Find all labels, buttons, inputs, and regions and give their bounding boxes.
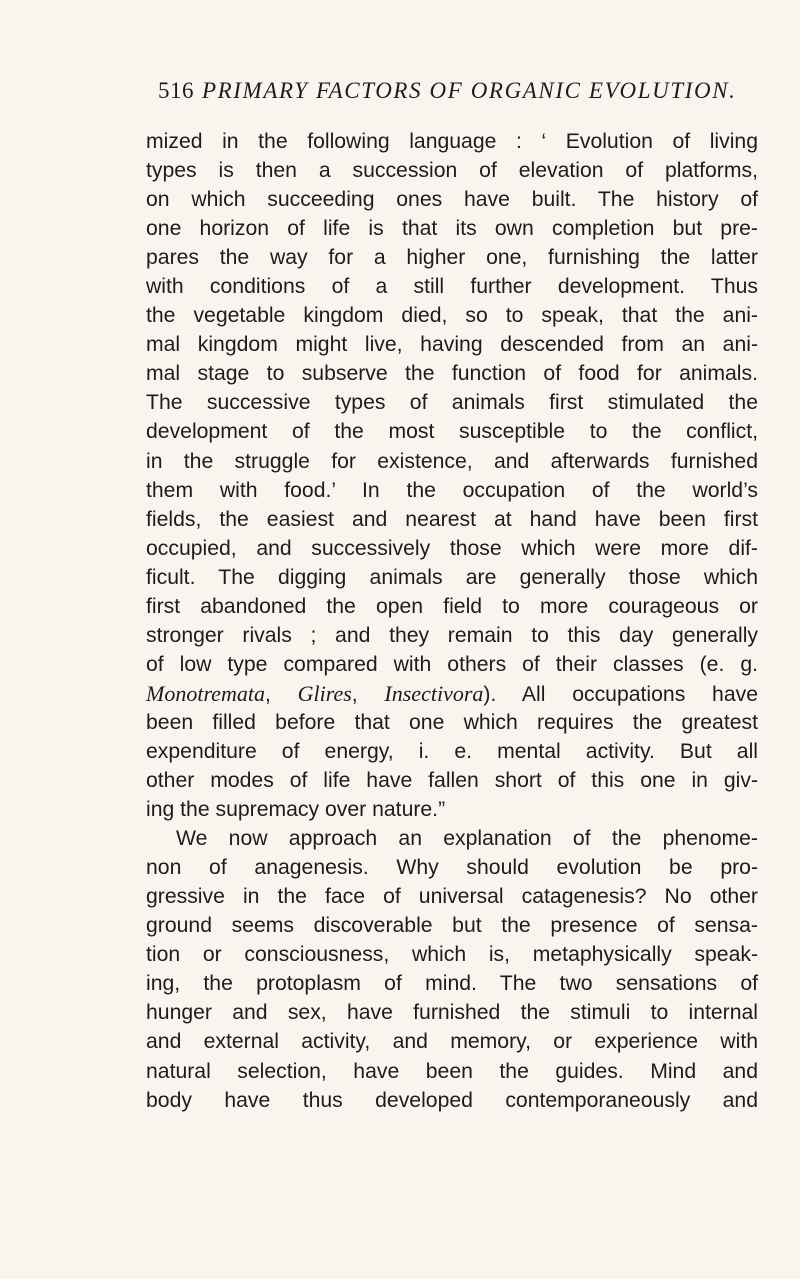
running-head	[158, 74, 758, 108]
running-title: PRIMARY FACTORS OF ORGANIC EVOLUTION.	[202, 78, 737, 103]
text-line: ficult. The digging animals are generally those which	[146, 565, 758, 589]
taxon-monotremata: Monotremata	[146, 680, 265, 706]
text-line: pares the way for a higher one, furnishing the latter	[146, 246, 758, 270]
text-line: mal kingdom might live, having descended from an ani-	[146, 333, 758, 357]
paragraph-1	[146, 127, 758, 824]
text-line: one horizon of life is that its own completion but pre-	[146, 217, 758, 241]
text-line: and external activity, and memory, or experience with	[146, 1030, 758, 1054]
text-line: ing, the protoplasm of mind. The two sensations of	[146, 972, 758, 996]
text-line: the vegetable kingdom died, so to speak, that the ani-	[146, 304, 758, 328]
text-line: development of the most susceptible to the conflict,	[146, 420, 758, 444]
paragraph-2	[146, 824, 758, 1114]
text-line: them with food.’ In the occupation of the world’s	[146, 478, 758, 502]
text-line: We now approach an explanation of the phenome-	[176, 827, 758, 851]
page-number: 516	[158, 78, 194, 103]
taxa-separator: ,	[351, 682, 385, 706]
text-line: first abandoned the open field to more courageous or	[146, 594, 758, 618]
text-line: of low type compared with others of their classes (e. g.	[146, 652, 758, 676]
text-line: ing the supremacy over nature.”	[146, 798, 446, 822]
text-line: other modes of life have fallen short of this one in giv-	[146, 769, 758, 793]
text-line: been filled before that one which requires the greatest	[146, 710, 758, 734]
text-line: hunger and sex, have furnished the stimuli to internal	[146, 1001, 758, 1025]
text-line: with conditions of a still further development. Thus	[146, 275, 758, 299]
text-line-taxa	[146, 679, 758, 708]
text-line: in the struggle for existence, and afterwards furnished	[146, 449, 758, 473]
text-line: stronger rivals ; and they remain to this day generally	[146, 623, 758, 647]
text-line: occupied, and successively those which were more dif-	[146, 536, 758, 560]
taxon-insectivora: Insectivora	[384, 680, 484, 706]
taxon-glires: Glires	[297, 680, 352, 706]
text-line: tion or consciousness, which is, metaphysically speak-	[146, 943, 758, 967]
text-line: natural selection, have been the guides. Mind and	[146, 1059, 758, 1083]
body-text	[146, 127, 758, 1115]
text-line: body have thus developed contemporaneously and	[146, 1088, 758, 1112]
text-line: types is then a succession of elevation of platforms,	[146, 159, 758, 183]
text-line: mized in the following language : ‘ Evolution of living	[146, 130, 758, 153]
text-line: ground seems discoverable but the presence of sensa-	[146, 914, 758, 938]
taxa-line-tail: ). All occupations have	[483, 682, 758, 706]
text-line: non of anagenesis. Why should evolution be pro-	[146, 856, 758, 880]
text-line: on which succeeding ones have built. The history of	[146, 188, 758, 212]
text-line: expenditure of energy, i. e. mental activity. But all	[146, 739, 758, 763]
taxa-separator: ,	[264, 682, 298, 706]
text-line: gressive in the face of universal catagenesis? No other	[146, 885, 758, 909]
text-line: The successive types of animals first stimulated the	[146, 391, 758, 415]
text-line: mal stage to subserve the function of food for animals.	[146, 362, 758, 386]
text-line: fields, the easiest and nearest at hand have been first	[146, 507, 758, 531]
